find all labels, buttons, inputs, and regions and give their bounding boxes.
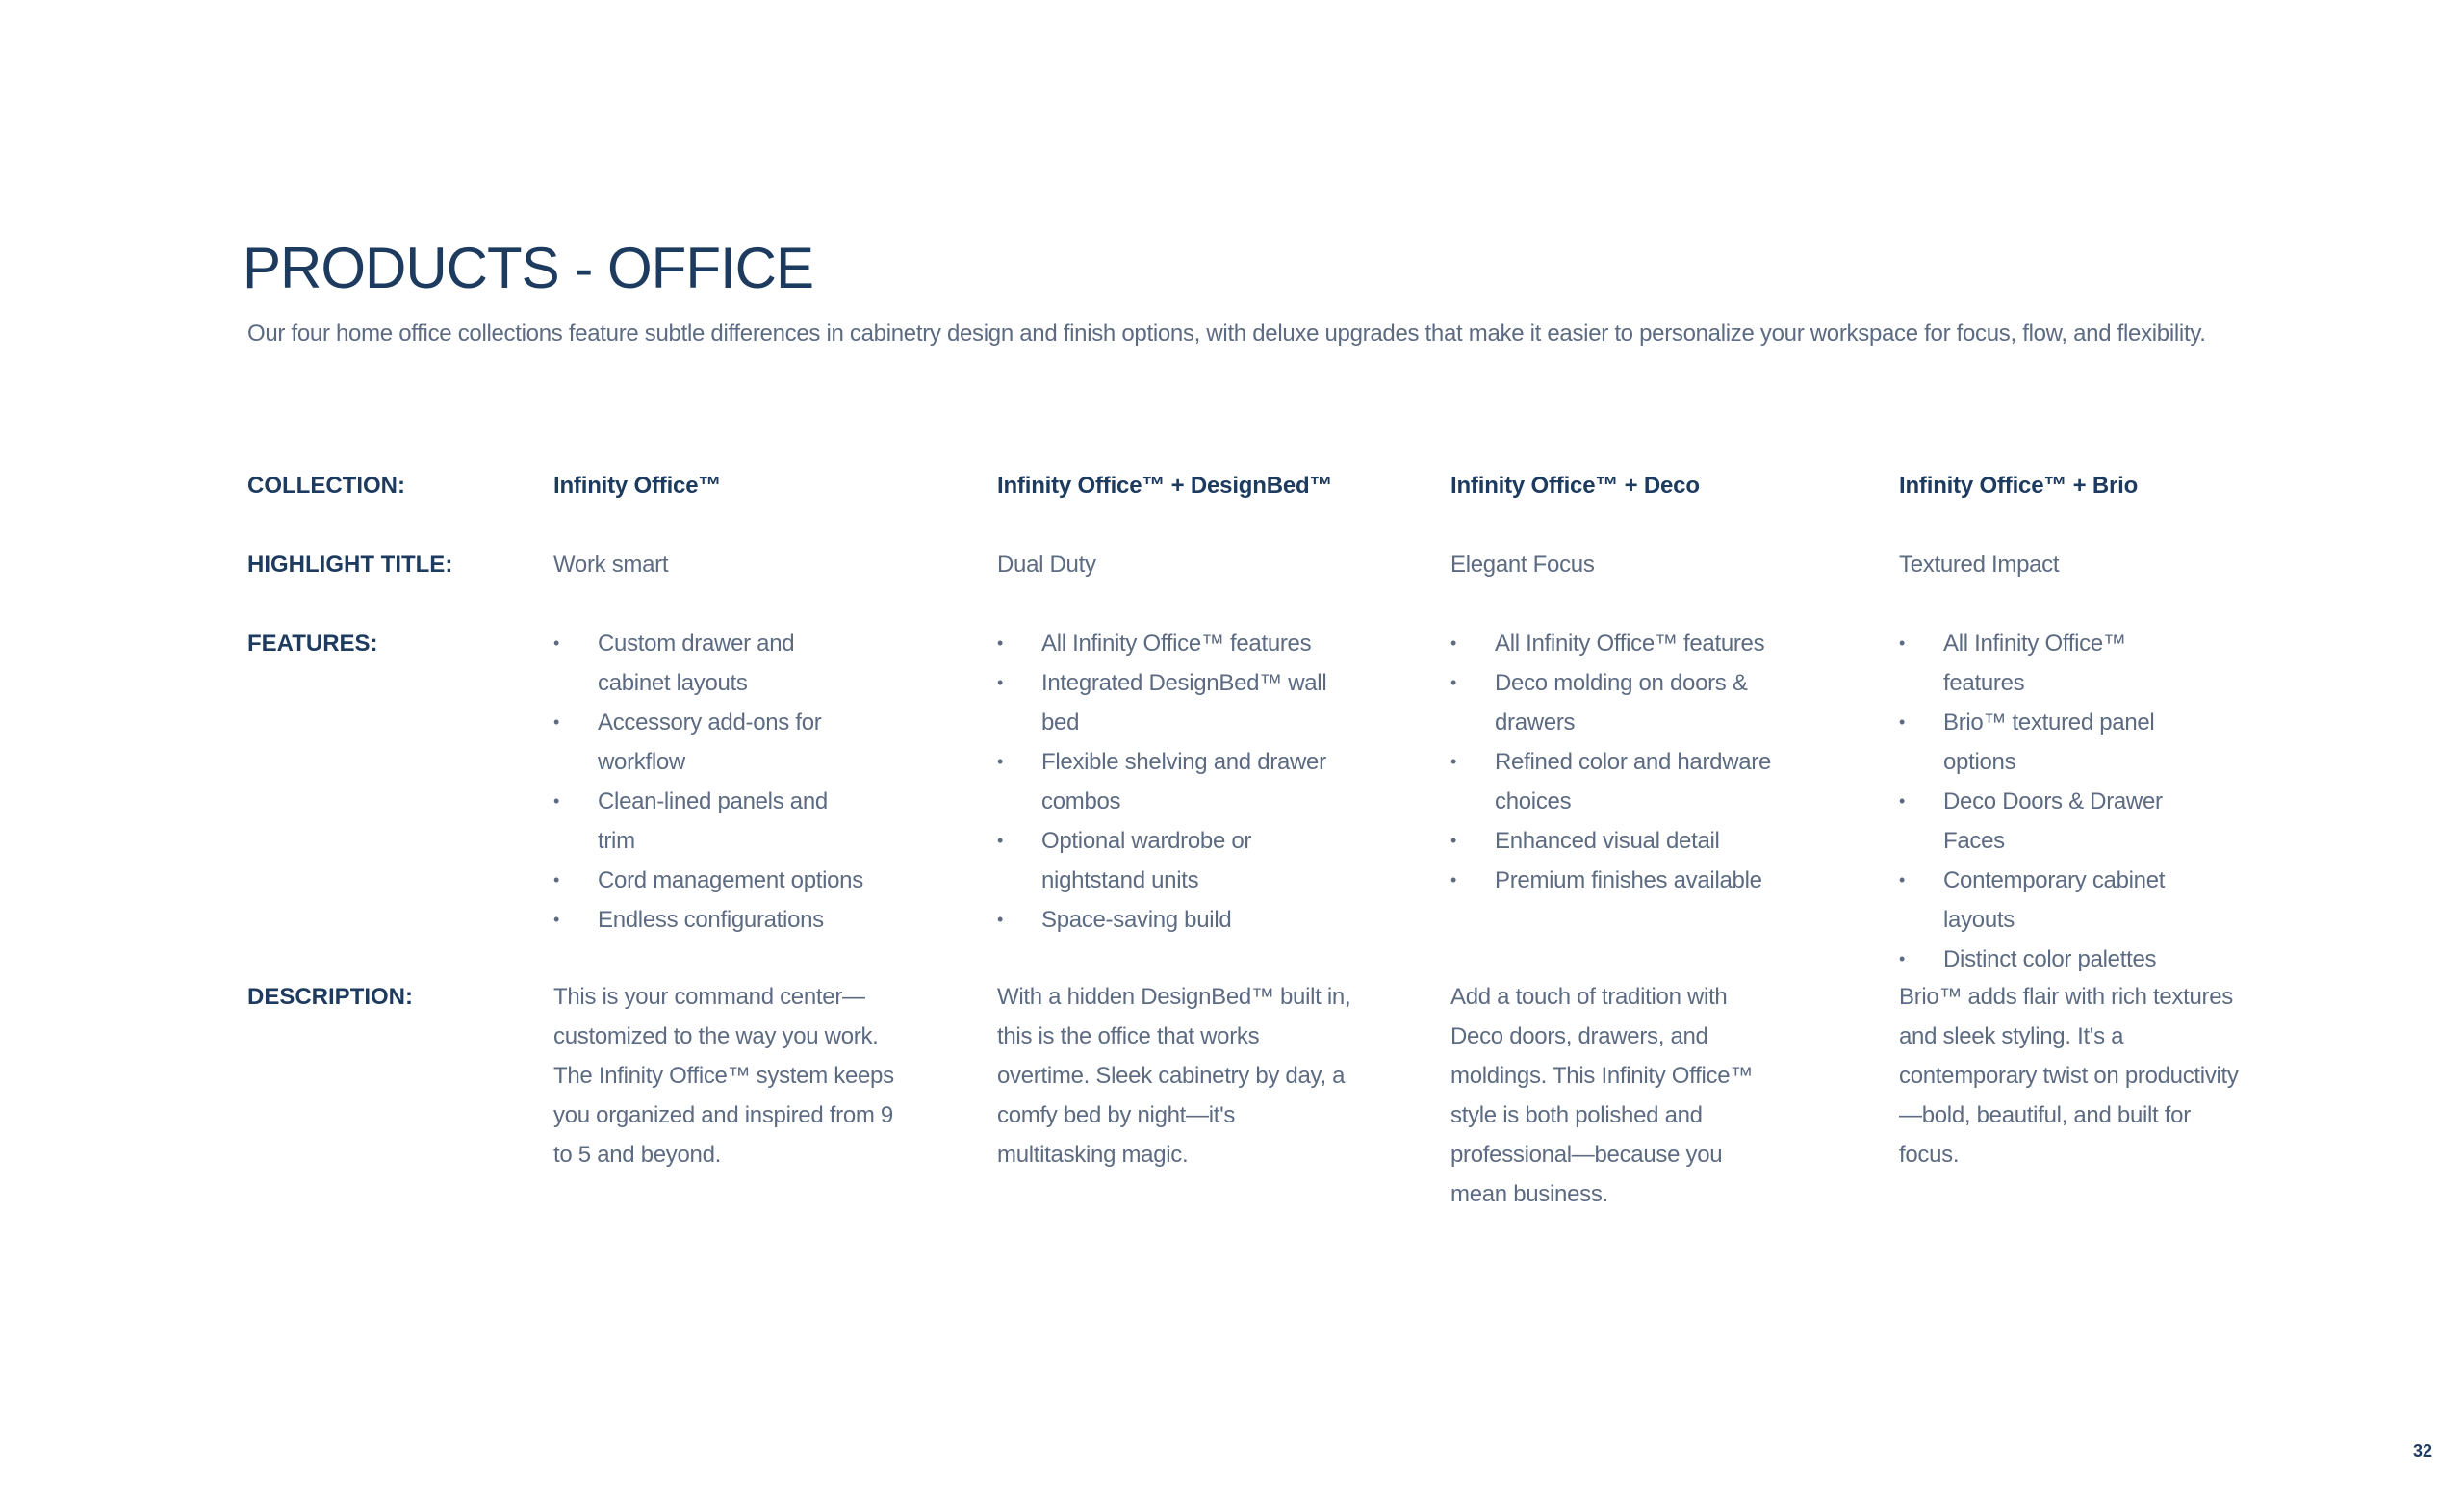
feature-item: • Integrated DesignBed™ wall bed xyxy=(997,663,1334,742)
highlight-title: Work smart xyxy=(553,552,669,578)
features-label: FEATURES: xyxy=(247,631,378,657)
feature-list-designbed xyxy=(997,624,1363,940)
collection-name: Infinity Office™ xyxy=(553,473,722,499)
feature-item: • Custom drawer and cabinet layouts xyxy=(553,624,871,703)
feature-list-brio xyxy=(1899,624,2265,979)
feature-item: • Brio™ textured panel options xyxy=(1899,703,2207,782)
collection-name: Infinity Office™ + Deco xyxy=(1450,473,1700,499)
feature-item: • Endless configurations xyxy=(553,900,871,940)
page-title: PRODUCTS - OFFICE xyxy=(243,236,813,300)
feature-item: • Deco Doors & Drawer Faces xyxy=(1899,782,2207,861)
highlight-title: Elegant Focus xyxy=(1450,552,1595,578)
collection-description: Brio™ adds flair with rich textures and sleek styling. It's a contemporary twist on productivity—bold, beautiful, and built for focus. xyxy=(1899,984,2239,1168)
feature-item: • All Infinity Office™ features xyxy=(1450,624,1778,663)
feature-item: • Clean-lined panels and trim xyxy=(553,782,871,861)
feature-item: • Space-saving build xyxy=(997,900,1334,940)
feature-list-deco xyxy=(1450,624,1816,900)
highlight-title: Textured Impact xyxy=(1899,552,2060,578)
collection-description: Add a touch of tradition with Deco doors, drawers, and moldings. This Infinity Office™ style is both polished and professional—because you mean business. xyxy=(1450,984,1753,1207)
feature-item: • Distinct color palettes xyxy=(1899,940,2207,979)
feature-item: • Premium finishes available xyxy=(1450,861,1778,900)
feature-item: • Optional wardrobe or nightstand units xyxy=(997,821,1334,900)
feature-item: • Enhanced visual detail xyxy=(1450,821,1778,861)
feature-item: • Contemporary cabinet layouts xyxy=(1899,861,2207,940)
feature-item: • Deco molding on doors & drawers xyxy=(1450,663,1778,742)
intro-paragraph: Our four home office collections feature subtle differences in cabinetry design and finish options, with deluxe upgrades that make it easier to personalize your workspace for focus, flow, and flexibility. xyxy=(247,321,2206,347)
feature-list-infinity-office xyxy=(553,624,919,940)
feature-item: • Flexible shelving and drawer combos xyxy=(997,742,1334,821)
collection-description: With a hidden DesignBed™ built in, this is the office that works overtime. Sleek cabinetry by day, a comfy bed by night—it's multitasking magic. xyxy=(997,984,1351,1168)
collection-description: This is your command center—customized to the way you work. The Infinity Office™ system keeps you organized and inspired from 9 to 5 and beyond. xyxy=(553,984,894,1168)
collection-name: Infinity Office™ + Brio xyxy=(1899,473,2139,499)
page-number: 32 xyxy=(2412,1441,2432,1460)
feature-item: • All Infinity Office™ features xyxy=(997,624,1334,663)
highlight-title: Dual Duty xyxy=(997,552,1096,578)
feature-item: • All Infinity Office™ features xyxy=(1899,624,2207,703)
collection-name: Infinity Office™ + DesignBed™ xyxy=(997,473,1333,499)
feature-item: • Cord management options xyxy=(553,861,871,900)
collection-label: COLLECTION: xyxy=(247,473,405,499)
highlight-label: HIGHLIGHT TITLE: xyxy=(247,552,453,578)
description-label: DESCRIPTION: xyxy=(247,984,414,1010)
feature-item: • Refined color and hardware choices xyxy=(1450,742,1778,821)
feature-item: • Accessory add-ons for workflow xyxy=(553,703,871,782)
